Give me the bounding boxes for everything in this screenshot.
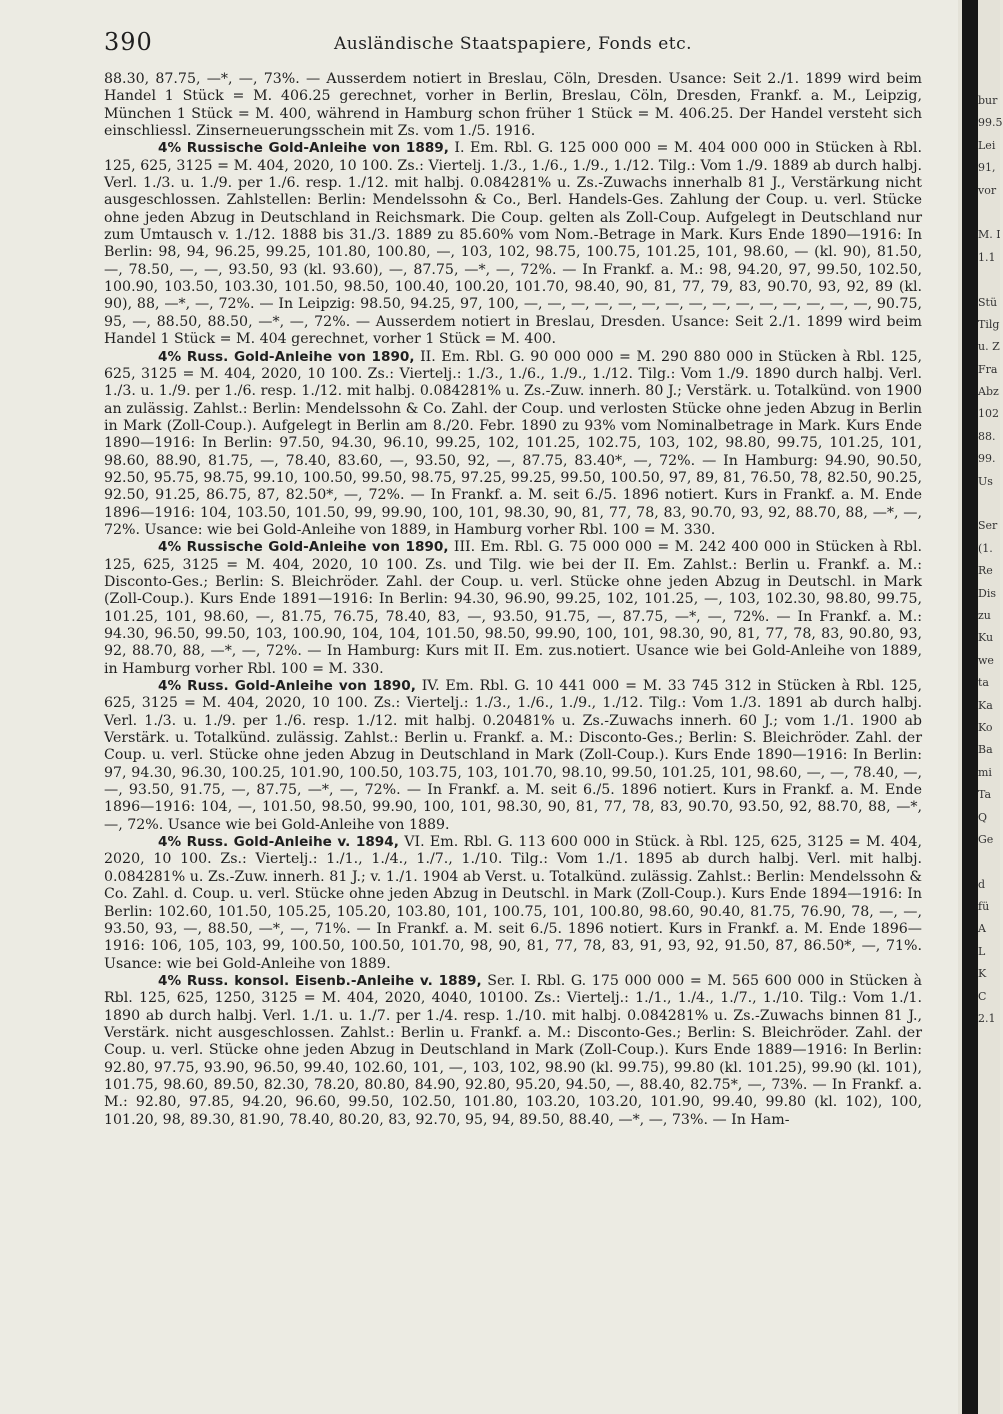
adjacent-page-fragment: 2.1 xyxy=(978,1012,996,1026)
bond-entry-gold-1890-ii xyxy=(104,349,922,540)
adjacent-page-fragment: Dis xyxy=(978,586,996,600)
entry-title: 4% Russ. konsol. Eisenb.-Anleihe v. 1889, xyxy=(158,972,482,989)
adjacent-page-fragment: Ge xyxy=(978,832,994,846)
entry-text: IV. Em. Rbl. G. 10 441 000 = M. 33 745 312 in Stücken à Rbl. 125, 625, 3125 = M. 404, 2020, 10 100. Zs.: Viertelj.: 1./3., 1./6., 1./9., 1./12. Tilg.: Vom 1./3. 1891 ab durch halbj. Verl. 1./3. u. 1./9. per 1./6. resp. 1./12. mit halbj. 0.20481% u. Zs.-Zuwachs innerh. 60 J.; vom 1./1. 1900 ab Verstärk. u. Totalkünd. zulässig. Zahlst.: Berlin u. Frankf. a. M.: Disconto-Ges.; Berlin: S. Bleichröder. Zahl. der Coup. u. verl. Stücke ohne jeden Abzug in Deutschland in Mark (Zoll-Coup.). Kurs Ende 1890—1916: In Berlin: 97, 94.30, 96.30, 100.25, 101.90, 100.50, 103.75, 103, 101.70, 98.10, 99.50, 101.25, 101, 98.60, —, —, 78.40, —, —, 93.50, 91.75, —, 87.75, —*, —, 72%. — In Frankf. a. M. seit 6./5. 1896 notiert. Kurs in Frankf. a. M. Ende 1896—1916: 104, —, 101.50, 98.50, 99.90, 100, 101, 98.30, 90, 81, 77, 78, 83, 90.70, 93.50, 92, 88.70, 88, —*, —, 72%. Usance wie bei Gold-Anleihe von 1889. xyxy=(104,678,922,833)
entry-title: 4% Russische Gold-Anleihe von 1889, xyxy=(158,140,449,157)
adjacent-page-fragment: fü xyxy=(978,900,990,914)
book-gutter xyxy=(962,0,978,1414)
page-header xyxy=(104,28,922,60)
entry-indent xyxy=(104,678,158,694)
entry-indent xyxy=(104,349,158,365)
adjacent-page-fragment: Q xyxy=(978,810,988,824)
entry-text: II. Em. Rbl. G. 90 000 000 = M. 290 880 000 in Stücken à Rbl. 125, 625, 3125 = M. 404, 2020, 10 100. Zs.: Viertelj.: 1./3., 1./6., 1./9., 1./12. Tilg.: Vom 1./9. 1890 durch halbj. Verl. 1./3. u. 1./9. per 1./6. resp. 1./12. mit halbj. 0.084281% u. Zs.-Zuw. innerh. 80 J.; Verstärk. u. Totalkünd. von 1900 an zulässig. Zahlst.: Berlin: Mendelssohn & Co. Zahl. der Coup. und verlosten Stücke ohne jeden Abzug in Berlin in Mark (Zoll-Coup.). Aufgelegt in Berlin am 8./20. Febr. 1890 zu 93% vom Nominalbetrage in Mark. Kurs Ende 1890—1916: In Berlin: 97.50, 94.30, 96.10, 99.25, 102, 101.25, 102.75, 103, 102, 98.80, 99.75, 101.25, 101, 98.60, 88.90, 81.75, —, 78.40, 83.60, —, 93.50, 92, —, 87.75, 83.40*, —, 72%. — In Hamburg: 94.90, 90.50, 92.50, 95.75, 98.75, 99.10, 100.50, 99.50, 98.75, 97.25, 99.25, 99.50, 100.50, 97, 89, 81, 76.50, 78, 82.50, 90.25, 92.50, 91.25, 86.75, 87, 82.50*, —, 72%. — In Frankf. a. M. seit 6./5. 1896 notiert. Kurs in Frankf. a. M. Ende 1896—1916: 104, 103.50, 101.50, 99, 99.90, 100, 101, 98.30, 90, 81, 77, 78, 83, 90.70, 93, 92, 88.70, 88, —*, —, 72%. Usance: wie bei Gold-Anleihe von 1889, in Hamburg vorher Rbl. 100 = M. 330. xyxy=(104,348,922,538)
adjacent-page-fragment: Abz xyxy=(978,385,999,399)
page-number: 390 xyxy=(104,28,153,56)
adjacent-page-fragment: 102 xyxy=(978,407,999,421)
adjacent-page-fragment xyxy=(978,851,1000,873)
adjacent-page-fragments xyxy=(978,90,1003,1030)
adjacent-page-fragment: 91, xyxy=(978,161,996,175)
adjacent-page-fragment: Fra xyxy=(978,362,998,376)
entry-title: 4% Russische Gold-Anleihe von 1890, xyxy=(158,539,449,556)
entry-title: 4% Russ. Gold-Anleihe von 1890, xyxy=(158,348,415,365)
adjacent-page-fragment: Ta xyxy=(978,788,992,802)
adjacent-page-fragment: Ku xyxy=(978,631,994,645)
adjacent-page-fragment: Ko xyxy=(978,720,993,734)
adjacent-page-fragment: (1. xyxy=(978,541,993,555)
adjacent-page-fragment: zu xyxy=(978,608,991,622)
adjacent-page-fragment: u. Z xyxy=(978,340,1000,354)
entry-title: 4% Russ. Gold-Anleihe v. 1894, xyxy=(158,834,399,851)
adjacent-page-fragment: M. I xyxy=(978,228,1001,242)
bond-entry-railway-1889-i xyxy=(104,973,922,1129)
entry-title: 4% Russ. Gold-Anleihe von 1890, xyxy=(158,678,416,695)
adjacent-page-fragment: 99. xyxy=(978,452,996,466)
entry-text: I. Em. Rbl. G. 125 000 000 = M. 404 000 000 in Stücken à Rbl. 125, 625, 3125 = M. 404, 2020, 10 100. Zs.: Viertelj. 1./3., 1./6., 1./9., 1./12. Tilg.: Vom 1./9. 1889 ab durch halbj. Verl. 1./3. u. 1./9. per 1./6. resp. 1./12. mit halbj. 0.084281% u. Zs.-Zuwachs innerhalb 81 J., Verstärkung nicht ausgeschlossen. Zahlstellen: Berlin: Mendelssohn & Co., Berl. Handels-Ges. Zahlung der Coup. u. verl. Stücke ohne jeden Abzug in Deutschland in Reichsmark. Die Coup. gelten als Zoll-Coup. Aufgelegt in Deutschland nur zum Umtausch v. 1./12. 1888 bis 31./3. 1889 zu 85.60% vom Nom.-Betrage in Mark. Kurs Ende 1890—1916: In Berlin: 98, 94, 96.25, 99.25, 101.80, 100.80, —, 103, 102, 98.75, 100.75, 101.25, 101, 98.60, — (kl. 90), 81.50, —, 78.50, —, —, 93.50, 93 (kl. 93.60), —, 87.75, —*, —, 72%. — In Frankf. a. M.: 98, 94.20, 97, 99.50, 102.50, 100.90, 103.50, 103.30, 101.50, 98.50, 100.40, 100.20, 101.70, 98.40, 90, 81, 77, 79, 83, 90.70, 93, 92, 89 (kl. 90), 88, —*, —, 72%. — In Leipzig: 98.50, 94.25, 97, 100, —, —, —, —, —, —, —, —, —, —, —, —, —, —, —, 90.75, 95, —, 88.50, 88.50, —*, —, 72%. — Ausserdem notiert in Breslau, Dresden. Usance: Seit 2./1. 1899 wird beim Handel 1 Stück = M. 404 gerechnet, vorher 1 Stück = M. 400. xyxy=(104,140,922,348)
adjacent-page-fragment: 99.5 xyxy=(978,116,1003,130)
running-title: Ausländische Staatspapiere, Fonds etc. xyxy=(333,34,693,54)
adjacent-page-fragment: ta xyxy=(978,676,989,690)
entry-indent xyxy=(104,140,158,156)
adjacent-page-fragment: bur xyxy=(978,94,998,107)
adjacent-page-fragment: mi xyxy=(978,765,992,779)
adjacent-page-fragment: A xyxy=(978,922,986,936)
adjacent-page-fragment: C xyxy=(978,989,987,1003)
entry-text: Ser. I. Rbl. G. 175 000 000 = M. 565 600 000 in Stücken à Rbl. 125, 625, 1250, 3125 = M. 404, 2020, 4040, 10100. Zs.: Viertelj.: 1./1., 1./4., 1./7., 1./10. Tilg.: Vom 1./1. 1890 ab durch halbj. Verl. 1./1. u. 1./7. per 1./4. resp. 1./10. mit halbj. 0.084281% u. Zs.-Zuwachs binnen 81 J., Verstärk. nicht ausgeschlossen. Zahlst.: Berlin u. Frankf. a. M.: Disconto-Ges.; Berlin: S. Bleichröder. Zahl. der Coup. u. verl. Stücke ohne jeden Abzug in Deutschland in Mark (Zoll-Coup.). Kurs Ende 1889—1916: In Berlin: 92.80, 97.75, 93.90, 96.50, 99.40, 102.60, 101, —, 103, 102, 98.90 (kl. 99.75), 99.80 (kl. 101.25), 99.90 (kl. 101), 101.75, 98.60, 89.50, 82.30, 78.20, 80.80, 84.90, 92.80, 95.20, 94.50, —, 88.40, 82.75*, —, 73%. — In Frankf. a. M.: 92.80, 97.85, 94.20, 96.60, 99.50, 102.50, 101.80, 103.20, 103.20, 101.90, 99.40, 99.80 (kl. 102), 100, 101.20, 98, 89.30, 81.90, 78.40, 80.20, 83, 92.70, 95, 94, 89.50, 88.40, —*, —, 73%. — In Ham- xyxy=(104,972,922,1128)
adjacent-page-fragment xyxy=(978,269,1000,291)
entry-indent xyxy=(104,834,158,850)
adjacent-page-fragment: Lei xyxy=(978,138,996,152)
adjacent-page-fragment: 1.1 xyxy=(978,250,996,264)
adjacent-page-fragment: d xyxy=(978,877,986,891)
entry-indent xyxy=(104,539,158,555)
adjacent-page-fragment: 88. xyxy=(978,429,996,443)
adjacent-page-fragment: K xyxy=(978,967,987,981)
intro-paragraph: 88.30, 87.75, —*, —, 73%. — Ausserdem notiert in Breslau, Cöln, Dresden. Usance: Seit 2./1. 1899 wird beim Handel 1 Stück = M. 406.25 gerechnet, vorher in Berlin, Breslau, Cöln, Dresden, Frankf. a. M., Leipzig, München 1 Stück = M. 400, während in Hamburg schon früher 1 Stück = M. 406.25. Der Handel versteht sich einschliessl. Zinserneuerungsschein mit Zs. vom 1./5. 1916. xyxy=(104,71,922,140)
adjacent-page-fragment xyxy=(978,493,1000,515)
entry-text: VI. Em. Rbl. G. 113 600 000 in Stück. à Rbl. 125, 625, 3125 = M. 404, 2020, 10 100. Zs.: Viertelj.: 1./1., 1./4., 1./7., 1./10. Tilg.: Vom 1./1. 1895 ab durch halbj. Verl. mit halbj. 0.084281% u. Zs.-Zuw. innerh. 81 J.; v. 1./1. 1904 ab Verst. u. Totalkünd. zulässig. Zahlst.: Berlin: Mendelssohn & Co. Zahl. d. Coup. u. verl. Stücke ohne jeden Abzug in Deutschl. in Mark (Zoll-Coup.). Kurs Ende 1894—1916: In Berlin: 102.60, 101.50, 105.25, 105.20, 103.80, 101, 100.75, 101, 100.80, 98.60, 90.40, 81.75, 76.90, 78, —, —, 93.50, 93, —, 88.50, —*, —, 71%. — In Frankf. a. M. seit 6./5. 1896 notiert. Kurs in Frankf. a. M. Ende 1896—1916: 106, 105, 103, 99, 100.50, 100.50, 101.70, 98, 90, 81, 77, 78, 83, 91, 93, 92, 91.50, 87, 86.50*, —, 71%. Usance: wie bei Gold-Anleihe von 1889. xyxy=(104,834,922,972)
adjacent-page-fragment: vor xyxy=(978,183,997,197)
adjacent-page-fragment: Us xyxy=(978,474,993,488)
adjacent-page-fragment: Ba xyxy=(978,743,993,757)
adjacent-page-fragment: we xyxy=(978,653,994,667)
bond-entry-gold-1894-vi xyxy=(104,834,922,973)
adjacent-page-fragment: Ka xyxy=(978,698,993,712)
adjacent-page-fragment: Tilg xyxy=(978,317,1000,331)
adjacent-page-fragment: Re xyxy=(978,564,993,578)
bond-entry-gold-1890-iv xyxy=(104,678,922,834)
page-body xyxy=(104,71,922,1129)
adjacent-page-fragment: Ser xyxy=(978,519,998,533)
adjacent-page-fragment xyxy=(978,202,1000,224)
adjacent-page-fragment: L xyxy=(978,944,986,958)
entry-text: III. Em. Rbl. G. 75 000 000 = M. 242 400 000 in Stücken à Rbl. 125, 625, 3125 = M. 404, 2020, 10 100. Zs. und Tilg. wie bei der II. Em. Zahlst.: Berlin u. Frankf. a. M.: Disconto-Ges.; Berlin: S. Bleichröder. Zahl. der Coup. u. verl. Stücke ohne jeden Abzug in Deutschl. in Mark (Zoll-Coup.). Kurs Ende 1891—1916: In Berlin: 94.30, 96.90, 99.25, 102, 101.25, —, 103, 102.30, 98.80, 99.75, 101.25, 101, 98.60, —, 81.75, 76.75, 78.40, 83, —, 93.50, 91.75, —, 87.75, —*, —, 72%. — In Frankf. a. M.: 94.30, 96.50, 99.50, 103, 100.90, 104, 104, 101.50, 98.50, 99.90, 100, 101, 98.30, 90, 81, 77, 78, 83, 90.80, 93, 92, 88.70, 88, —*, —, 72%. — In Hamburg: Kurs mit II. Em. zus.notiert. Usance wie bei Gold-Anleihe von 1889, in Hamburg vorher Rbl. 100 = M. 330. xyxy=(104,539,922,677)
adjacent-page-fragment: Stü xyxy=(978,295,998,309)
bond-entry-gold-1890-iii xyxy=(104,539,922,678)
entry-indent xyxy=(104,973,158,989)
bond-entry-gold-1889-i xyxy=(104,140,922,348)
